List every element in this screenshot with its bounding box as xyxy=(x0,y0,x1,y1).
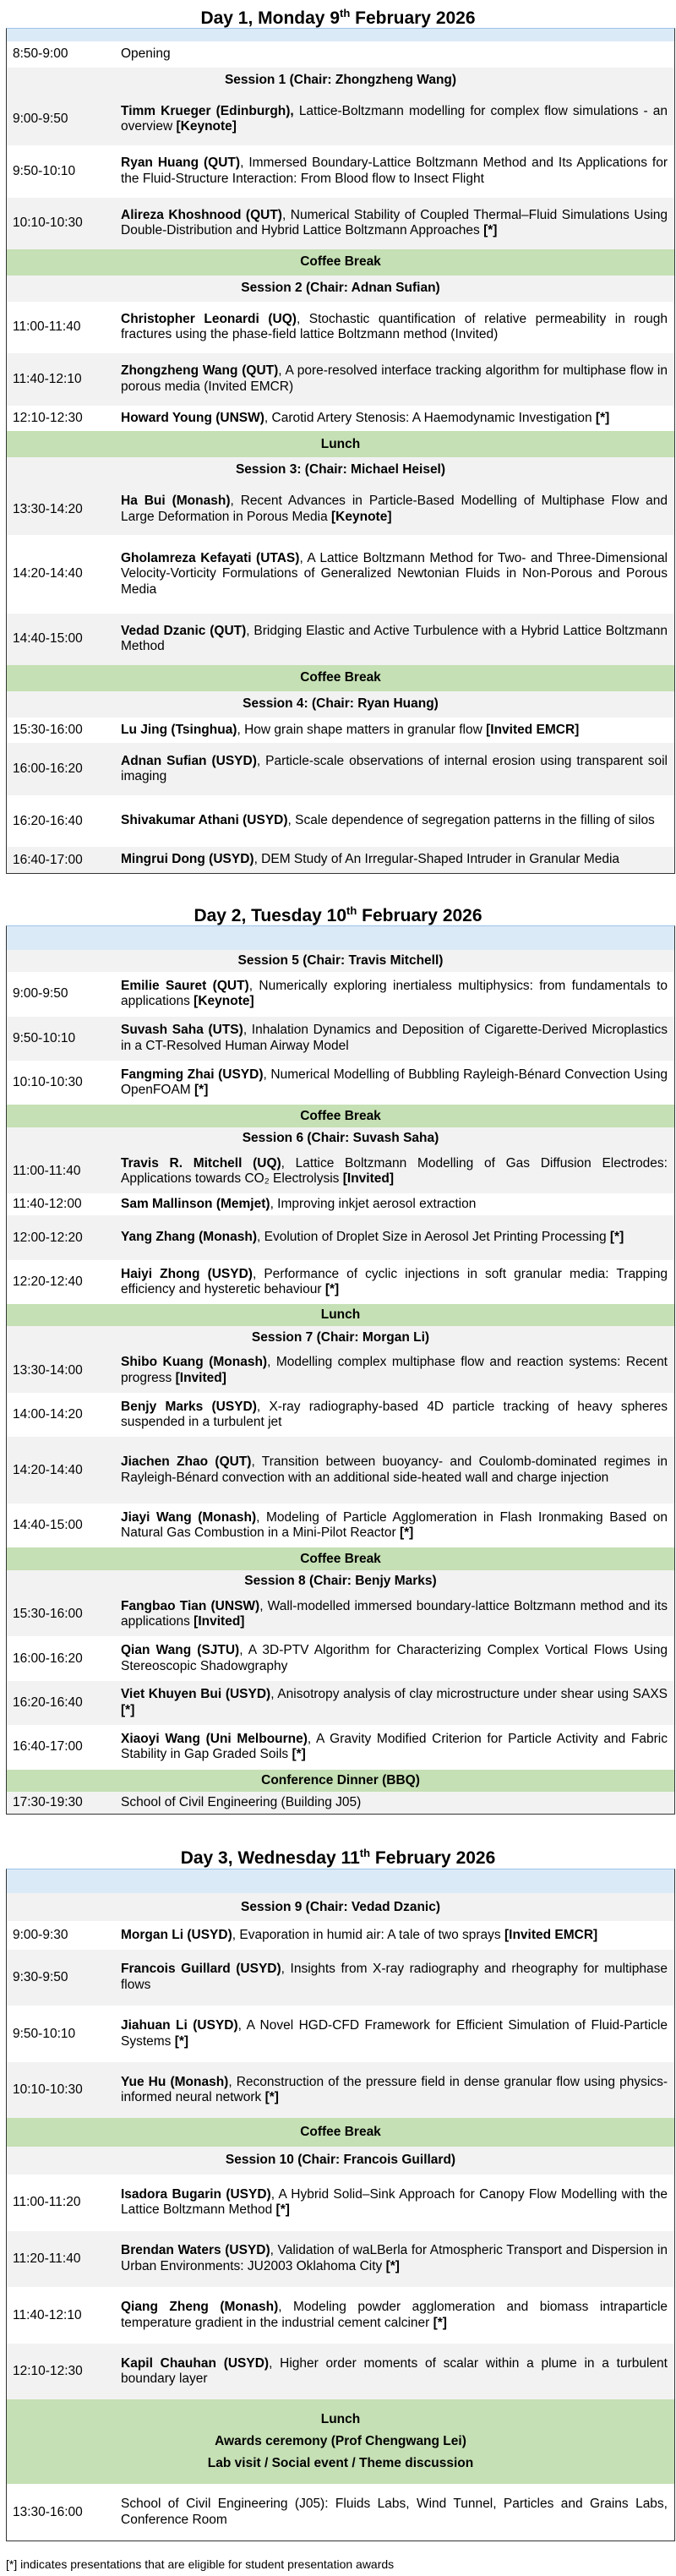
schedule-row xyxy=(7,302,674,354)
speaker: Isadora Bugarin (USYD) xyxy=(121,2186,271,2202)
talk-tag: [*] xyxy=(324,1282,340,1297)
schedule-row xyxy=(7,614,674,666)
time-slot: 14:20-14:40 xyxy=(13,1462,83,1477)
schedule-row xyxy=(7,145,674,198)
talk-title: , Transition between buoyancy- and Coulomb-dominated regimes in Rayleigh-Bénard convection with an additional side-heated wall and charge injection xyxy=(121,1454,668,1485)
schedule-row xyxy=(7,353,674,406)
speaker: Sam Mallinson (Memjet) xyxy=(121,1197,270,1212)
time-slot: 9:00-9:50 xyxy=(13,986,68,1001)
talk-description xyxy=(121,1355,674,1386)
talk-description xyxy=(121,156,674,187)
talk-description xyxy=(121,411,674,427)
speaker: Timm Krueger (Edinburgh), xyxy=(121,103,294,118)
talk-title: , A Lattice Boltzmann Method for Two- and Three-Dimensional Velocity-Vorticity Formulations of Generalized Newtonian Fluids in Non-Porous and Porous Media xyxy=(121,550,668,597)
time-slot: 17:30-19:30 xyxy=(13,1794,83,1809)
schedule-row xyxy=(7,1792,674,1814)
talk-title: Lattice-Boltzmann modelling for complex flow simulations - an overview xyxy=(121,103,668,134)
time-slot: 9:50-10:10 xyxy=(13,2026,76,2041)
speaker: Zhongzheng Wang (QUT) xyxy=(121,363,279,379)
talk-title: , Immersed Boundary-Lattice Boltzmann Method and Its Applications for the Fluid-Structure Interaction: From Blood flow to Insect Flight xyxy=(121,156,668,186)
talk-title: , A 3D-PTV Algorithm for Characterizing Complex Vortical Flows Using Stereoscopic Shadowgraphy xyxy=(121,1643,668,1673)
day2-program-table xyxy=(6,925,675,1815)
talk-title: , X-ray radiography-based 4D particle tracking of heavy spheres suspended in a turbulent jet xyxy=(121,1399,668,1430)
talk-title: , A Hybrid Solid–Sink Approach for Canopy Flow Modelling with the Lattice Boltzmann Method xyxy=(121,2186,668,2218)
talk-description xyxy=(121,1454,674,1486)
talk-description xyxy=(121,2300,674,2331)
talk-title: , Anisotropy analysis of clay microstructure under shear using SAXS xyxy=(270,1687,668,1702)
speaker: Alireza Khoshnood (QUT) xyxy=(121,207,282,222)
speaker: Xiaoyi Wang (Uni Melbourne) xyxy=(121,1731,308,1746)
talk-title: , A Novel HGD-CFD Framework for Efficient Simulation of Fluid-Particle Systems xyxy=(121,2018,668,2049)
talk-title: , Performance of cyclic injections in soft granular media: Trapping efficiency and hysteretic behaviour xyxy=(121,1266,668,1297)
speaker: Brendan Waters (USYD) xyxy=(121,2243,270,2258)
speaker: Jiayi Wang (Monash) xyxy=(121,1509,257,1525)
talk-description xyxy=(121,1156,674,1187)
talk-title: , Lattice Boltzmann Modelling of Gas Diffusion Electrodes: Applications towards CO₂ Electrolysis xyxy=(121,1155,668,1187)
speaker: Lu Jing (Tsinghua) xyxy=(121,722,237,737)
talk-title: , Particle-scale observations of internal erosion using transparent soil imaging xyxy=(121,753,668,783)
speaker: Viet Khuyen Bui (USYD) xyxy=(121,1687,271,1702)
break-banner: Coffee Break xyxy=(7,2118,674,2146)
talk-title: , Evaporation in humid air: A tale of two sprays xyxy=(232,1927,504,1942)
speaker: Qiang Zheng (Monash) xyxy=(121,2300,279,2315)
schedule-row xyxy=(7,2175,674,2231)
session-header: Session 8 (Chair: Benjy Marks) xyxy=(7,1570,674,1592)
speaker: Jiachen Zhao (QUT) xyxy=(121,1454,252,1470)
schedule-row xyxy=(7,2287,674,2344)
talk-description xyxy=(121,1067,674,1099)
speaker: Morgan Li (USYD) xyxy=(121,1927,232,1942)
banner-line: Awards ceremony (Prof Chengwang Lei) xyxy=(215,2434,466,2449)
talk-description xyxy=(121,1267,674,1298)
talk-title: , Carotid Artery Stenosis: A Haemodynamic Investigation xyxy=(264,410,596,425)
talk-title: , Numerical Modelling of Bubbling Rayleigh-Bénard Convection Using OpenFOAM xyxy=(121,1067,668,1098)
talk-title: , A Gravity Modified Criterion for Particle Activity and Fabric Stability in Gap Graded Soils xyxy=(121,1731,668,1762)
schedule-row xyxy=(7,406,674,432)
banner-line: Lab visit / Social event / Theme discussion xyxy=(207,2456,474,2471)
time-slot: 13:30-14:20 xyxy=(13,501,83,516)
schedule-row xyxy=(7,743,674,795)
speaker: Gholamreza Kefayati (UTAS) xyxy=(121,550,300,565)
talk-tag: [*] xyxy=(433,2315,447,2330)
speaker: Howard Young (UNSW) xyxy=(121,410,264,425)
banner-line: Lunch xyxy=(320,2412,361,2427)
time-slot: 16:00-16:20 xyxy=(13,1651,83,1666)
talk-description xyxy=(121,2243,674,2274)
time-slot: 13:30-14:00 xyxy=(13,1362,83,1378)
talk-description xyxy=(121,852,674,868)
schedule-row xyxy=(7,1061,674,1105)
talk-title: Opening xyxy=(121,46,171,62)
schedule-row xyxy=(7,972,674,1016)
talk-description xyxy=(121,1962,674,1993)
speaker: Shivakumar Athani (USYD) xyxy=(121,813,288,828)
break-banner xyxy=(7,2399,674,2484)
talk-description xyxy=(121,1795,674,1811)
time-slot: 14:20-14:40 xyxy=(13,566,83,581)
session-header: Session 10 (Chair: Francois Guillard) xyxy=(7,2147,674,2175)
talk-tag: [Keynote] xyxy=(176,119,237,134)
talk-tag: [Invited] xyxy=(194,1614,245,1629)
footnote: [*] indicates presentations that are eligible for student presentation awards xyxy=(6,2557,395,2571)
break-banner: Coffee Break xyxy=(7,249,674,276)
time-slot: 12:00-12:20 xyxy=(13,1230,83,1245)
talk-title: , Recent Advances in Particle-Based Modelling of Multiphase Flow and Large Deformation in Porous Media xyxy=(121,494,668,524)
time-slot: 16:40-17:00 xyxy=(13,1739,83,1755)
speaker: Vedad Dzanic (QUT) xyxy=(121,623,247,638)
talk-description xyxy=(121,312,674,343)
time-slot: 9:50-10:10 xyxy=(13,163,76,178)
talk-tag: [*] xyxy=(275,2202,290,2218)
talk-title: , Reconstruction of the pressure field in dense granular flow using physics-informed neural network xyxy=(121,2074,668,2105)
schedule-row xyxy=(7,718,674,744)
session-header: Session 5 (Chair: Travis Mitchell) xyxy=(7,950,674,972)
talk-description xyxy=(121,2075,674,2106)
talk-tag: [*] xyxy=(483,223,498,238)
time-slot: 11:00-11:20 xyxy=(13,2195,81,2210)
speaker: Kapil Chauhan (USYD) xyxy=(121,2355,270,2371)
time-slot: 15:30-16:00 xyxy=(13,1607,83,1622)
talk-title: , Modelling complex multiphase flow and reaction systems: Recent progress xyxy=(121,1355,668,1385)
talk-title: , Numerical Stability of Coupled Thermal–Fluid Simulations Using Double-Distribution and Hybrid Lattice Boltzmann Approaches xyxy=(121,207,668,238)
talk-description xyxy=(121,1400,674,1431)
speaker: Shibo Kuang (Monash) xyxy=(121,1355,268,1370)
talk-description xyxy=(121,363,674,395)
time-slot: 10:10-10:30 xyxy=(13,216,83,231)
schedule-row xyxy=(7,1504,674,1547)
time-slot: 11:40-12:10 xyxy=(13,371,82,386)
talk-description xyxy=(121,1599,674,1630)
talk-description xyxy=(121,2187,674,2219)
schedule-row xyxy=(7,2344,674,2400)
talk-description xyxy=(121,104,674,135)
talk-title: , A pore-resolved interface tracking algorithm for multiphase flow in porous media (Invited EMCR) xyxy=(121,363,668,394)
break-banner: Lunch xyxy=(7,431,674,457)
time-slot: 12:20-12:40 xyxy=(13,1274,83,1290)
talk-tag: [*] xyxy=(194,1083,209,1098)
time-slot: 11:00-11:40 xyxy=(13,319,81,335)
talk-description xyxy=(121,1510,674,1542)
schedule-row xyxy=(7,1349,674,1393)
talk-tag: [*] xyxy=(292,1747,306,1762)
talk-description xyxy=(121,551,674,598)
time-slot: 9:50-10:10 xyxy=(13,1030,76,1045)
time-slot: 8:50-9:00 xyxy=(13,46,68,62)
time-slot: 10:10-10:30 xyxy=(13,1075,83,1090)
speaker: Travis R. Mitchell (UQ) xyxy=(121,1155,281,1171)
table-header-bar xyxy=(7,29,674,41)
time-slot: 16:20-16:40 xyxy=(13,1695,83,1710)
schedule-row xyxy=(7,1592,674,1636)
schedule-row xyxy=(7,1725,674,1769)
day1-program-table xyxy=(6,28,675,874)
session-header: Session 2 (Chair: Adnan Sufian) xyxy=(7,276,674,302)
talk-tag: [*] xyxy=(609,1230,624,1245)
talk-title: , Stochastic quantification of relative permeability in rough fractures using the phase-field lattice Boltzmann method (Invited) xyxy=(121,311,668,342)
time-slot: 9:30-9:50 xyxy=(13,1969,68,1984)
schedule-row xyxy=(7,1193,674,1215)
talk-title: , Inhalation Dynamics and Deposition of Cigarette-Derived Microplastics in a CT-Resolved Human Airway Model xyxy=(121,1023,668,1053)
schedule-row xyxy=(7,2006,674,2062)
talk-title: , Insights from X-ray radiography and rheography for multiphase flows xyxy=(121,1962,668,1992)
schedule-row xyxy=(7,2062,674,2119)
speaker: Suvash Saha (UTS) xyxy=(121,1023,243,1038)
time-slot: 12:10-12:30 xyxy=(13,2364,83,2379)
talk-description xyxy=(121,2497,674,2528)
break-banner: Lunch xyxy=(7,1304,674,1326)
talk-description xyxy=(121,624,674,655)
speaker: Ha Bui (Monash) xyxy=(121,494,231,508)
session-header: Session 3: (Chair: Michael Heisel) xyxy=(7,457,674,483)
talk-tag: [Invited] xyxy=(342,1171,395,1187)
speaker: Qian Wang (SJTU) xyxy=(121,1643,240,1657)
speaker: Emilie Sauret (QUT) xyxy=(121,978,249,993)
time-slot: 13:30-16:00 xyxy=(13,2504,83,2519)
talk-title: , Bridging Elastic and Active Turbulence with a Hybrid Lattice Boltzmann Method xyxy=(121,623,668,654)
speaker: Fangbao Tian (UNSW) xyxy=(121,1598,260,1613)
schedule-row xyxy=(7,1950,674,2006)
schedule-row xyxy=(7,1393,674,1437)
break-banner: Coffee Break xyxy=(7,1547,674,1569)
schedule-row xyxy=(7,1260,674,1304)
talk-description xyxy=(121,1687,674,1718)
schedule-row xyxy=(7,1636,674,1680)
speaker: Adnan Sufian (USYD) xyxy=(121,753,257,768)
schedule-row xyxy=(7,41,674,68)
time-slot: 10:10-10:30 xyxy=(13,2082,83,2098)
talk-tag: [*] xyxy=(595,410,610,425)
talk-title: , DEM Study of An Irregular-Shaped Intruder in Granular Media xyxy=(254,852,620,867)
time-slot: 14:00-14:20 xyxy=(13,1407,83,1422)
talk-tag: [*] xyxy=(385,2258,400,2273)
time-slot: 14:40-15:00 xyxy=(13,1518,83,1533)
talk-description xyxy=(121,723,674,739)
time-slot: 12:10-12:30 xyxy=(13,410,83,425)
talk-description xyxy=(121,2018,674,2049)
talk-title: , Higher order moments of scalar within a plume in a turbulent boundary layer xyxy=(121,2355,668,2387)
time-slot: 14:40-15:00 xyxy=(13,631,83,647)
session-header: Session 1 (Chair: Zhongzheng Wang) xyxy=(7,68,674,94)
talk-tag: [*] xyxy=(121,1702,135,1717)
schedule-row xyxy=(7,1017,674,1061)
time-slot: 11:40-12:10 xyxy=(13,2307,82,2322)
speaker: Christopher Leonardi (UQ) xyxy=(121,311,297,326)
talk-tag: [Keynote] xyxy=(194,994,254,1009)
speaker: Haiyi Zhong (USYD) xyxy=(121,1266,253,1281)
talk-title: , Wall-modelled immersed boundary-lattice Boltzmann method and its applications xyxy=(121,1598,668,1629)
speaker: Mingrui Dong (USYD) xyxy=(121,852,254,867)
time-slot: 16:20-16:40 xyxy=(13,813,83,828)
talk-tag: [Invited EMCR] xyxy=(504,1927,598,1942)
time-slot: 9:00-9:50 xyxy=(13,112,68,127)
schedule-row xyxy=(7,847,674,873)
schedule-row xyxy=(7,1921,674,1949)
speaker: Yang Zhang (Monash) xyxy=(121,1230,258,1245)
time-slot: 16:40-17:00 xyxy=(13,852,83,867)
time-slot: 9:00-9:30 xyxy=(13,1927,68,1942)
schedule-row xyxy=(7,1437,674,1504)
talk-title: School of Civil Engineering (J05): Fluids Labs, Wind Tunnel, Particles and Grains Labs, Conference Room xyxy=(121,2497,668,2527)
speaker: Jiahuan Li (USYD) xyxy=(121,2018,238,2033)
schedule-row xyxy=(7,94,674,146)
talk-title: , Improving inkjet aerosol extraction xyxy=(270,1197,477,1212)
schedule-row xyxy=(7,483,674,536)
talk-title: , Evolution of Droplet Size in Aerosol Jet Printing Processing xyxy=(257,1230,610,1245)
schedule-row xyxy=(7,2231,674,2288)
schedule-row xyxy=(7,535,674,613)
talk-description xyxy=(121,754,674,785)
session-header: Session 6 (Chair: Suvash Saha) xyxy=(7,1127,674,1149)
schedule-row xyxy=(7,1215,674,1259)
talk-description xyxy=(121,1643,674,1674)
day2-title: Day 2, Tuesday 10th February 2026 xyxy=(194,904,482,925)
talk-tag: [*] xyxy=(264,2090,279,2105)
schedule-row xyxy=(7,795,674,848)
talk-tag: [Invited EMCR] xyxy=(486,722,580,737)
break-banner: Coffee Break xyxy=(7,1105,674,1127)
talk-description xyxy=(121,1023,674,1054)
schedule-row xyxy=(7,198,674,250)
day3-program-table xyxy=(6,1869,675,2541)
talk-title: , Modeling powder agglomeration and biomass intraparticle temperature gradient in the industrial cement calciner xyxy=(121,2300,668,2330)
table-header-bar xyxy=(7,1869,674,1893)
session-header: Session 7 (Chair: Morgan Li) xyxy=(7,1326,674,1348)
talk-title: , How grain shape matters in granular flow xyxy=(237,722,487,737)
session-header: Session 4: (Chair: Ryan Huang) xyxy=(7,691,674,718)
schedule-row xyxy=(7,1681,674,1725)
talk-title: School of Civil Engineering (Building J05) xyxy=(121,1794,362,1809)
time-slot: 11:20-11:40 xyxy=(13,2251,81,2266)
time-slot: 15:30-16:00 xyxy=(13,722,83,737)
talk-description xyxy=(121,1197,674,1213)
table-header-bar xyxy=(7,926,674,950)
talk-description xyxy=(121,1230,674,1246)
talk-title: , Scale dependence of segregation patterns in the filling of silos xyxy=(287,813,655,828)
talk-description xyxy=(121,979,674,1010)
talk-description xyxy=(121,813,674,829)
day3-title: Day 3, Wednesday 11th February 2026 xyxy=(180,1847,496,1868)
day1-title: Day 1, Monday 9th February 2026 xyxy=(200,7,476,28)
schedule-row xyxy=(7,1149,674,1193)
talk-description xyxy=(121,208,674,239)
talk-description xyxy=(121,2356,674,2388)
break-banner: Coffee Break xyxy=(7,665,674,691)
speaker: Yue Hu (Monash) xyxy=(121,2074,229,2089)
time-slot: 11:40-12:00 xyxy=(13,1197,82,1212)
talk-tag: [*] xyxy=(399,1525,414,1541)
talk-title: , Modeling of Particle Agglomeration in Flash Ironmaking Based on Natural Gas Combustion in a Mini-Pilot Reactor xyxy=(121,1509,668,1541)
speaker: Benjy Marks (USYD) xyxy=(121,1399,257,1414)
talk-title: , Numerically exploring inertialess multiphysics: from fundamentals to applications xyxy=(121,978,668,1009)
time-slot: 16:00-16:20 xyxy=(13,761,83,776)
talk-description xyxy=(121,494,674,525)
speaker: Ryan Huang (QUT) xyxy=(121,156,241,171)
session-header: Session 9 (Chair: Vedad Dzanic) xyxy=(7,1893,674,1921)
talk-tag: [Keynote] xyxy=(331,509,392,524)
speaker: Francois Guillard (USYD) xyxy=(121,1962,281,1977)
talk-tag: [Invited] xyxy=(175,1370,226,1385)
talk-tag: [*] xyxy=(174,2033,189,2049)
talk-description xyxy=(121,1732,674,1763)
break-banner: Conference Dinner (BBQ) xyxy=(7,1770,674,1792)
talk-description xyxy=(121,1928,674,1944)
talk-description xyxy=(121,46,674,63)
talk-title: , Validation of waLBerla for Atmospheric Transport and Dispersion in Urban Environments: JU2003 Oklahoma City xyxy=(121,2243,668,2273)
time-slot: 11:00-11:40 xyxy=(13,1164,81,1179)
speaker: Fangming Zhai (USYD) xyxy=(121,1067,264,1082)
schedule-row xyxy=(7,2484,674,2541)
